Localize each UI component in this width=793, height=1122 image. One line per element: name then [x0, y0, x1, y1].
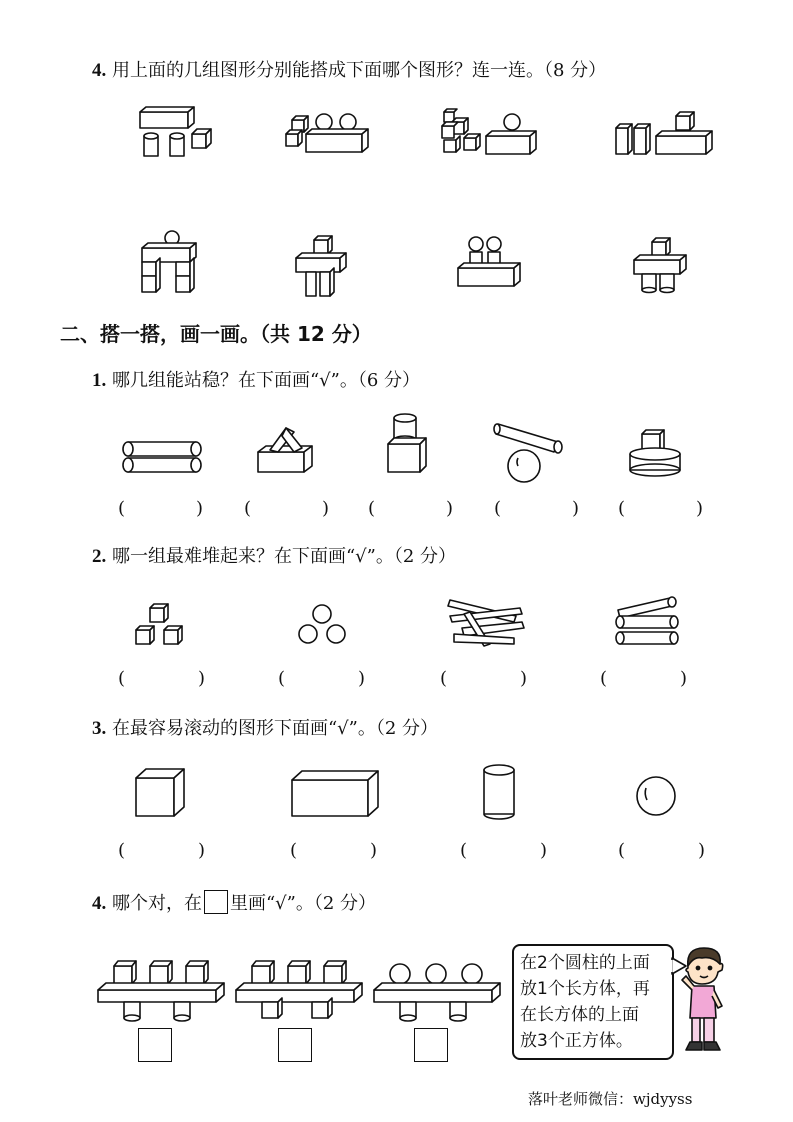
answer-paren-q2-2[interactable]: ( ) [278, 668, 366, 689]
pile-option-2 [294, 600, 354, 650]
shape-group-2 [284, 108, 370, 156]
cube-shape [134, 766, 190, 820]
shape-group-3 [438, 108, 538, 156]
question-3 [92, 718, 438, 740]
pile-option-1 [134, 598, 190, 650]
cuboid-shape [290, 768, 382, 818]
answer-box-2[interactable] [278, 1028, 312, 1062]
answer-paren-q2-3[interactable]: ( ) [440, 668, 528, 689]
question-text: 在最容易滚动的图形下面画“√”。（2 分） [111, 718, 439, 739]
answer-box-3[interactable] [414, 1028, 448, 1062]
answer-paren-q1-5[interactable]: ( ) [618, 498, 704, 519]
cylinder-shape [480, 762, 520, 822]
answer-paren-q1-3[interactable]: ( ) [368, 498, 454, 519]
speech-bubble [512, 944, 674, 1060]
question-1 [92, 370, 420, 392]
structure-option-3 [372, 956, 502, 1026]
section-2-title: 二、搭一搭，画一画。（共 12 分） [60, 322, 372, 346]
question-number: 3. [92, 718, 107, 739]
built-figure-1 [138, 228, 200, 296]
question-number: 1. [92, 370, 107, 391]
bubble-line-3: 在长方体的上面 [520, 1005, 639, 1025]
question-2 [92, 546, 456, 568]
question-text: 用上面的几组图形分别能搭成下面哪个图形？连一连。（8 分） [111, 60, 607, 81]
pile-option-4 [612, 594, 682, 652]
bubble-line-1: 在2个圆柱的上面 [520, 953, 650, 973]
answer-paren-q3-3[interactable]: ( ) [460, 840, 548, 861]
answer-paren-q3-4[interactable]: ( ) [618, 840, 706, 861]
answer-paren-q1-1[interactable]: ( ) [118, 498, 204, 519]
stable-option-1 [120, 436, 204, 480]
bubble-line-4: 放3个正方体。 [520, 1031, 633, 1051]
question-number: 4. [92, 60, 107, 81]
question-4-top [92, 60, 606, 82]
question-4 [92, 890, 376, 915]
question-text: 哪几组能站稳？在下面画“√”。（6 分） [111, 370, 421, 391]
question-text: 哪一组最难堆起来？在下面画“√”。（2 分） [111, 546, 457, 567]
stable-option-2 [254, 418, 318, 478]
question-number: 4. [92, 893, 107, 914]
shape-group-1 [136, 104, 216, 158]
structure-option-2 [234, 956, 364, 1026]
bubble-line-2: 放1个长方体，再 [520, 979, 650, 999]
stable-option-5 [628, 426, 684, 476]
boy-illustration [680, 946, 730, 1058]
answer-paren-q2-1[interactable]: ( ) [118, 668, 206, 689]
question-text-pre: 哪个对，在 [111, 893, 202, 914]
footer-watermark: 落叶老师微信：wjdyyss [528, 1090, 693, 1108]
answer-paren-q3-2[interactable]: ( ) [290, 840, 378, 861]
built-figure-4 [632, 234, 694, 292]
structure-option-1 [96, 956, 226, 1026]
question-number: 2. [92, 546, 107, 567]
answer-paren-q1-4[interactable]: ( ) [494, 498, 580, 519]
answer-box-1[interactable] [138, 1028, 172, 1062]
answer-paren-q1-2[interactable]: ( ) [244, 498, 330, 519]
sphere-shape [634, 774, 680, 820]
inline-checkbox-sample [204, 890, 228, 914]
pile-option-3 [444, 592, 530, 652]
built-figure-3 [456, 234, 522, 290]
shape-group-4 [614, 108, 714, 158]
question-text-post: 里画“√”。（2 分） [229, 893, 377, 914]
stable-option-3 [386, 410, 434, 476]
answer-paren-q2-4[interactable]: ( ) [600, 668, 688, 689]
answer-paren-q3-1[interactable]: ( ) [118, 840, 206, 861]
stable-option-4 [494, 416, 566, 486]
built-figure-2 [294, 232, 354, 298]
